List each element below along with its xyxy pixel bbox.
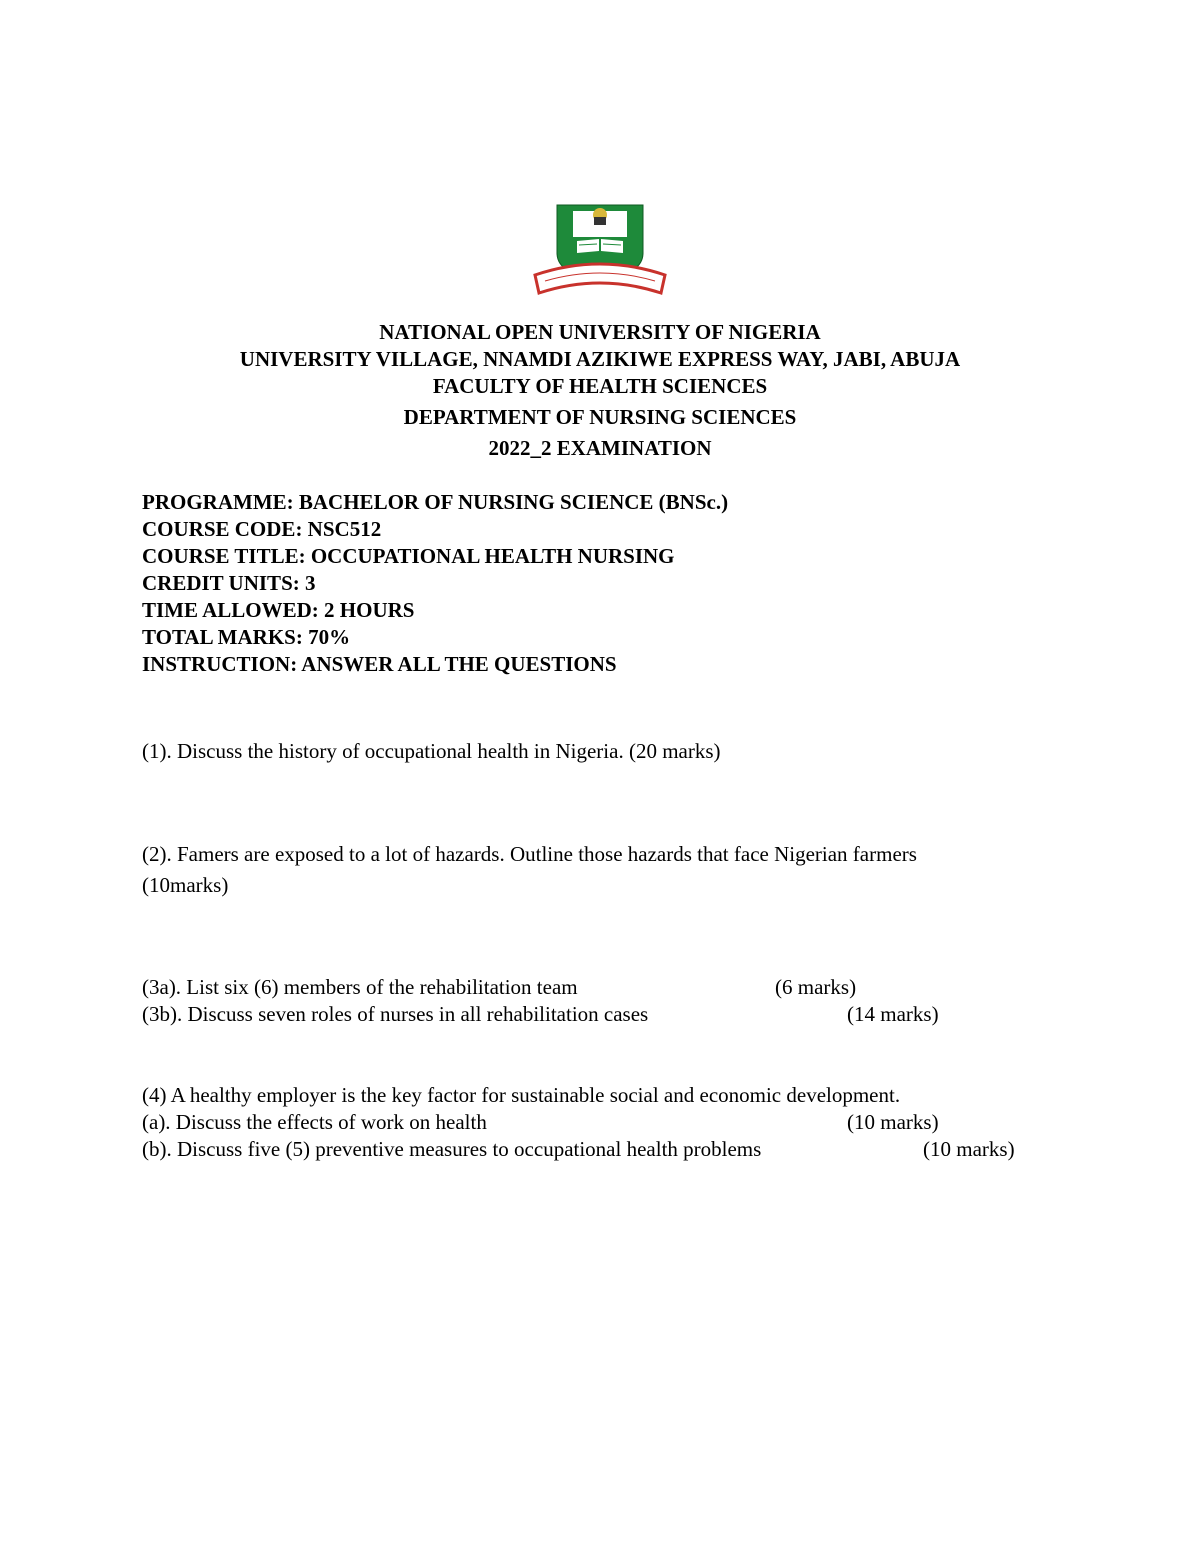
university-crest-icon <box>533 201 667 297</box>
course-code: COURSE CODE: NSC512 <box>142 517 382 541</box>
instruction: INSTRUCTION: ANSWER ALL THE QUESTIONS <box>142 652 617 676</box>
question-3b-marks: (14 marks) <box>847 1002 939 1026</box>
question-4a-marks: (10 marks) <box>847 1110 939 1134</box>
question-2-line-1: (2). Famers are exposed to a lot of hazards. Outline those hazards that face Nigerian farmers <box>142 842 917 866</box>
university-address: UNIVERSITY VILLAGE, NNAMDI AZIKIWE EXPRESS WAY, JABI, ABUJA <box>239 347 961 371</box>
department-name: DEPARTMENT OF NURSING SCIENCES <box>403 405 797 429</box>
faculty-name: FACULTY OF HEALTH SCIENCES <box>432 374 768 398</box>
question-3a-marks: (6 marks) <box>775 975 857 999</box>
course-title: COURSE TITLE: OCCUPATIONAL HEALTH NURSING <box>142 544 675 568</box>
question-4a: (a). Discuss the effects of work on health <box>142 1110 487 1134</box>
university-name: NATIONAL OPEN UNIVERSITY OF NIGERIA <box>379 320 821 344</box>
total-marks: TOTAL MARKS: 70% <box>142 625 351 649</box>
question-3a: (3a). List six (6) members of the rehabilitation team <box>142 975 578 999</box>
question-4: (4) A healthy employer is the key factor for sustainable social and economic development. <box>142 1083 901 1107</box>
programme: PROGRAMME: BACHELOR OF NURSING SCIENCE (BNSc.) <box>142 490 729 514</box>
question-4b: (b). Discuss five (5) preventive measures to occupational health problems <box>142 1137 762 1161</box>
question-1: (1). Discuss the history of occupational health in Nigeria. (20 marks) <box>142 739 721 763</box>
question-2-line-2: (10marks) <box>142 873 229 897</box>
time-allowed: TIME ALLOWED: 2 HOURS <box>142 598 415 622</box>
exam-title: 2022_2 EXAMINATION <box>488 436 712 460</box>
question-4b-marks: (10 marks) <box>923 1137 1015 1161</box>
question-3b: (3b). Discuss seven roles of nurses in all rehabilitation cases <box>142 1002 649 1026</box>
university-logo <box>533 201 667 297</box>
credit-units: CREDIT UNITS: 3 <box>142 571 316 595</box>
